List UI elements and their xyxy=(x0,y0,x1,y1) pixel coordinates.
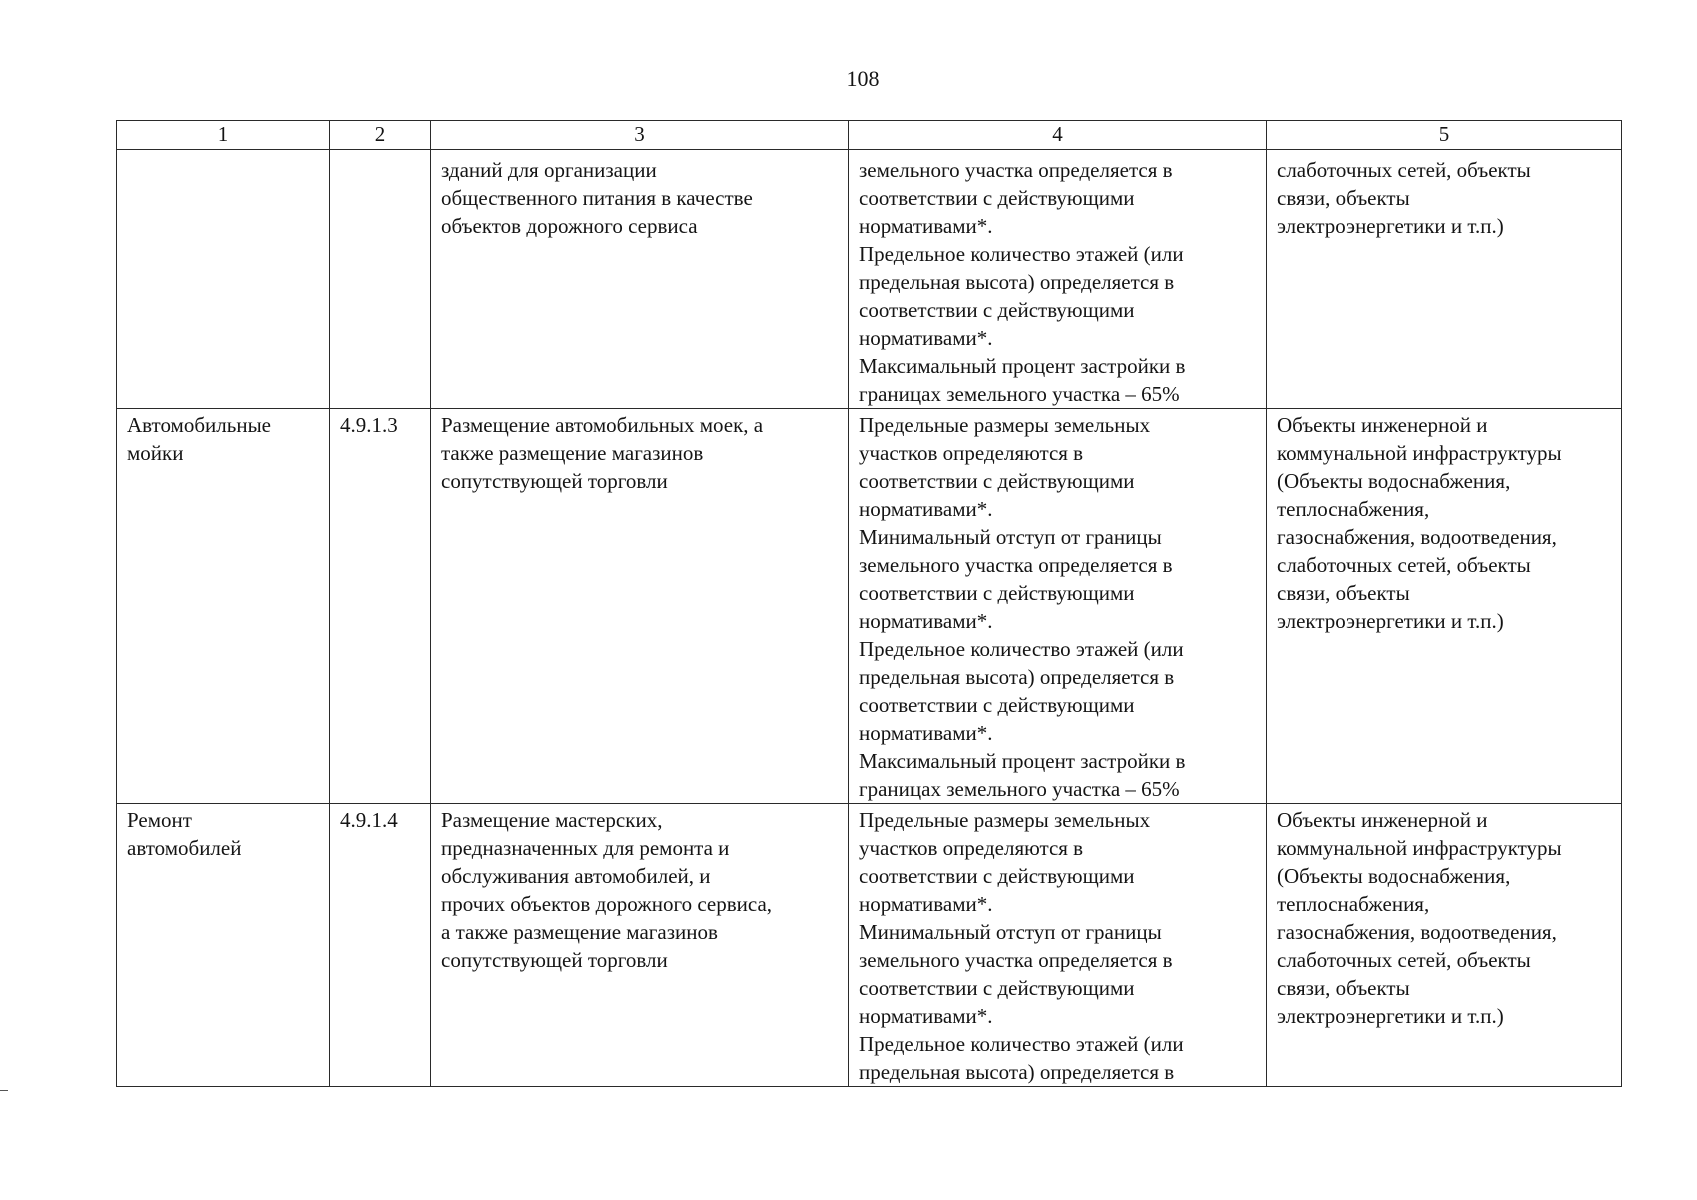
text-line: связи, объекты xyxy=(1277,581,1410,605)
text-line: (Объекты водоснабжения, xyxy=(1277,864,1511,888)
text-line: Минимальный отступ от границы xyxy=(859,525,1162,549)
text-line: электроэнергетики и т.п.) xyxy=(1277,1004,1504,1028)
text-line: связи, объекты xyxy=(1277,976,1410,1000)
text-line: соответствии с действующими xyxy=(859,186,1135,210)
text-line: слаботочных сетей, объекты xyxy=(1277,553,1531,577)
text-line: нормативами*. xyxy=(859,497,993,521)
text-line: участков определяются в xyxy=(859,441,1084,465)
cell-parameters xyxy=(849,409,1267,804)
text-line: соответствии с действующими xyxy=(859,469,1135,493)
text-line: Минимальный отступ от границы xyxy=(859,920,1162,944)
text-line: связи, объекты xyxy=(1277,186,1410,210)
cell-auxiliary-uses xyxy=(1267,409,1622,804)
text-line: нормативами*. xyxy=(859,214,993,238)
header-col-2: 2 xyxy=(330,121,431,150)
text-line: слаботочных сетей, объекты xyxy=(1277,948,1531,972)
text-line: нормативами*. xyxy=(859,326,993,350)
table-row-car-wash xyxy=(117,409,1622,804)
text-line: теплоснабжения, xyxy=(1277,497,1430,521)
text-line: Объекты инженерной и xyxy=(1277,808,1488,832)
table-row-continuation xyxy=(117,150,1622,409)
text-line: электроэнергетики и т.п.) xyxy=(1277,214,1504,238)
text-line: зданий для организации xyxy=(441,158,657,182)
text-line: а также размещение магазинов xyxy=(441,920,718,944)
text-line: прочих объектов дорожного сервиса, xyxy=(441,892,773,916)
text-line: границах земельного участка – 65% xyxy=(859,777,1180,801)
text-line: участков определяются в xyxy=(859,836,1084,860)
cell-use-code: 4.9.1.4 xyxy=(330,804,431,1087)
header-col-5: 5 xyxy=(1267,121,1622,150)
text-line: Предельное количество этажей (или xyxy=(859,242,1184,266)
header-row xyxy=(117,121,1622,150)
text-line: Максимальный процент застройки в xyxy=(859,749,1186,773)
text-line: Предельные размеры земельных xyxy=(859,808,1151,832)
text-line: соответствии с действующими xyxy=(859,581,1135,605)
scan-edge-mark xyxy=(0,1090,8,1091)
cell-auxiliary-uses xyxy=(1267,150,1622,409)
text-line: нормативами*. xyxy=(859,892,993,916)
cell-use-description xyxy=(431,804,849,1087)
cell-use-name xyxy=(117,804,330,1087)
text-line: Размещение автомобильных моек, а xyxy=(441,413,764,437)
text-line: автомобилей xyxy=(127,836,242,860)
text-line: коммунальной инфраструктуры xyxy=(1277,836,1562,860)
land-use-table xyxy=(116,120,1622,1087)
text-line: теплоснабжения, xyxy=(1277,892,1430,916)
text-line: Ремонт xyxy=(127,808,192,832)
text-line: Максимальный процент застройки в xyxy=(859,354,1186,378)
cell-parameters xyxy=(849,150,1267,409)
text-line: предназначенных для ремонта и xyxy=(441,836,730,860)
text-line: соответствии с действующими xyxy=(859,976,1135,1000)
text-line: коммунальной инфраструктуры xyxy=(1277,441,1562,465)
header-col-4: 4 xyxy=(849,121,1267,150)
text-line: Автомобильные xyxy=(127,413,271,437)
text-line: Предельное количество этажей (или xyxy=(859,637,1184,661)
text-line: газоснабжения, водоотведения, xyxy=(1277,525,1557,549)
text-line: Размещение мастерских, xyxy=(441,808,663,832)
cell-use-code: 4.9.1.3 xyxy=(330,409,431,804)
cell-auxiliary-uses xyxy=(1267,804,1622,1087)
header-col-3: 3 xyxy=(431,121,849,150)
cell-parameters xyxy=(849,804,1267,1087)
table-row-car-repair xyxy=(117,804,1622,1087)
page-number: 108 xyxy=(846,66,880,91)
text-line: сопутствующей торговли xyxy=(441,948,668,972)
text-line: предельная высота) определяется в xyxy=(859,665,1175,689)
text-line: объектов дорожного сервиса xyxy=(441,214,698,238)
text-line: Предельное количество этажей (или xyxy=(859,1032,1184,1056)
text-line: Предельные размеры земельных xyxy=(859,413,1151,437)
text-line: предельная высота) определяется в xyxy=(859,270,1175,294)
text-line: Объекты инженерной и xyxy=(1277,413,1488,437)
text-line: соответствии с действующими xyxy=(859,693,1135,717)
text-line: электроэнергетики и т.п.) xyxy=(1277,609,1504,633)
text-line: слаботочных сетей, объекты xyxy=(1277,158,1531,182)
text-line: нормативами*. xyxy=(859,609,993,633)
text-line: обслуживания автомобилей, и xyxy=(441,864,711,888)
cell-use-name xyxy=(117,150,330,409)
cell-use-description xyxy=(431,409,849,804)
text-line: земельного участка определяется в xyxy=(859,948,1173,972)
text-line: газоснабжения, водоотведения, xyxy=(1277,920,1557,944)
text-line: земельного участка определяется в xyxy=(859,553,1173,577)
text-line: предельная высота) определяется в xyxy=(859,1060,1175,1084)
text-line: соответствии с действующими xyxy=(859,298,1135,322)
text-line: земельного участка определяется в xyxy=(859,158,1173,182)
cell-use-name xyxy=(117,409,330,804)
header-col-1: 1 xyxy=(117,121,330,150)
text-line: общественного питания в качестве xyxy=(441,186,753,210)
text-line: (Объекты водоснабжения, xyxy=(1277,469,1511,493)
text-line: мойки xyxy=(127,441,184,465)
text-line: границах земельного участка – 65% xyxy=(859,382,1180,406)
text-line: также размещение магазинов xyxy=(441,441,704,465)
text-line: нормативами*. xyxy=(859,1004,993,1028)
text-line: сопутствующей торговли xyxy=(441,469,668,493)
cell-use-code xyxy=(330,150,431,409)
cell-use-description xyxy=(431,150,849,409)
text-line: соответствии с действующими xyxy=(859,864,1135,888)
text-line: нормативами*. xyxy=(859,721,993,745)
